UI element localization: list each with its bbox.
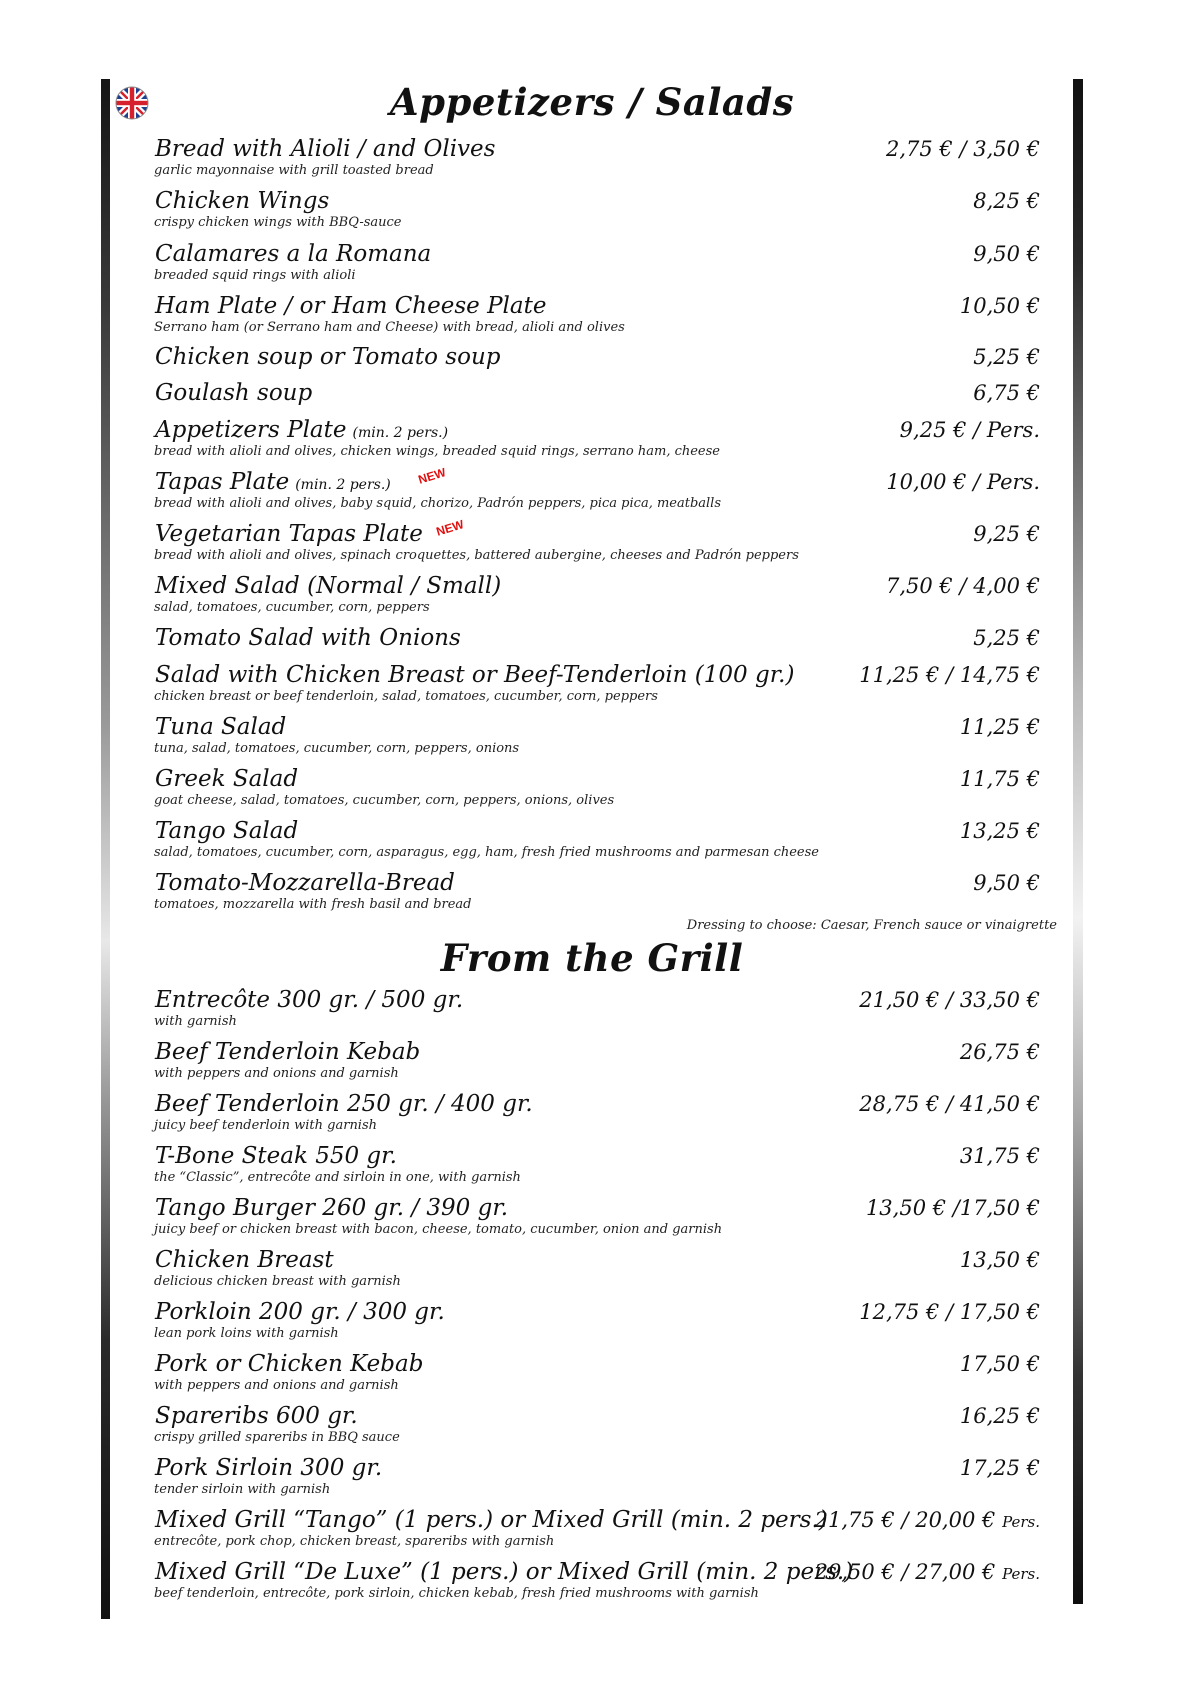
item-description: lean pork loins with garnish: [154, 1326, 339, 1341]
item-price: 11,25 €: [959, 715, 1040, 739]
menu-item: [155, 1454, 1040, 1504]
item-name: Chicken soup or Tomato soup: [155, 344, 501, 370]
item-name: Bread with Alioli / and Olives: [155, 136, 496, 162]
item-price: 13,50 € /17,50 €: [865, 1196, 1040, 1220]
item-price: 16,25 €: [959, 1404, 1040, 1428]
item-price: 31,75 €: [959, 1144, 1040, 1168]
item-name: Spareribs 600 gr.: [155, 1403, 358, 1429]
item-name: Tomato-Mozzarella-Bread: [155, 870, 455, 896]
item-name: Tomato Salad with Onions: [155, 625, 461, 651]
menu-item: [154, 465, 1040, 518]
menu-item: [155, 1038, 1040, 1088]
item-name: Chicken Wings: [155, 188, 330, 214]
item-price: 17,50 €: [959, 1352, 1040, 1376]
menu-item: [155, 1142, 1040, 1192]
item-description: beef tenderloin, entrecôte, pork sirloin, chicken kebab, fresh fried mushrooms with garnish: [154, 1586, 759, 1601]
item-name: Salad with Chicken Breast or Beef-Tenderloin (100 gr.): [155, 662, 795, 688]
item-name: Greek Salad: [155, 766, 299, 792]
item-description: crispy chicken wings with BBQ-sauce: [154, 215, 402, 230]
item-name: Ham Plate / or Ham Cheese Plate: [155, 293, 547, 319]
item-description: crispy grilled spareribs in BBQ sauce: [154, 1430, 400, 1445]
item-price: 2,75 € / 3,50 €: [885, 137, 1040, 161]
item-name-text: Appetizers Plate: [155, 417, 347, 443]
item-name: Mixed Grill “Tango” (1 pers.) or Mixed Grill (min. 2 pers.): [155, 1507, 828, 1533]
item-price: 9,50 €: [973, 242, 1040, 266]
item-price: 9,25 €: [973, 522, 1040, 546]
item-note: (min. 2 pers.): [352, 425, 449, 441]
item-name: Beef Tenderloin Kebab: [155, 1039, 421, 1065]
item-price: 26,75 €: [959, 1040, 1040, 1064]
item-price: 21,50 € / 33,50 €: [859, 988, 1040, 1012]
item-description: bread with alioli and olives, baby squid, chorizo, Padrón peppers, pica pica, meatballs: [154, 496, 722, 511]
menu-item: [155, 1506, 1040, 1556]
item-price: 9,50 €: [973, 871, 1040, 895]
menu-item: [155, 1350, 1040, 1400]
menu-item: [155, 1090, 1040, 1140]
item-price: [815, 1506, 1040, 1536]
menu-item: [155, 572, 1040, 622]
item-description: Serrano ham (or Serrano ham and Cheese) with bread, alioli and olives: [154, 320, 625, 335]
item-name: Tango Burger 260 gr. / 390 gr.: [155, 1195, 509, 1221]
item-price: 28,75 € / 41,50 €: [859, 1092, 1040, 1116]
menu-item: [155, 713, 1040, 763]
item-description: juicy beef or chicken breast with bacon, cheese, tomato, cucumber, onion and garnish: [154, 1222, 723, 1237]
item-price: 12,75 € / 17,50 €: [859, 1300, 1040, 1324]
item-price: 13,25 €: [959, 819, 1040, 843]
item-description: delicious chicken breast with garnish: [154, 1274, 401, 1289]
menu-item: [155, 1402, 1040, 1452]
item-name-text: Tapas Plate: [155, 469, 290, 495]
item-description: salad, tomatoes, cucumber, corn, asparagus, egg, ham, fresh fried mushrooms and parmesan cheese: [154, 845, 819, 860]
menu-item: [154, 517, 1040, 570]
item-description: goat cheese, salad, tomatoes, cucumber, corn, peppers, onions, olives: [154, 793, 615, 808]
item-price: 10,00 € / Pers.: [886, 470, 1040, 494]
item-price: 6,75 €: [973, 381, 1040, 405]
item-name: [155, 468, 391, 499]
item-price: 9,25 € / Pers.: [899, 418, 1040, 442]
item-name: Tango Salad: [155, 818, 299, 844]
menu-item: [155, 292, 1040, 342]
menu-item: [155, 135, 1040, 185]
item-description: garlic mayonnaise with grill toasted bread: [154, 163, 434, 178]
item-description: salad, tomatoes, cucumber, corn, peppers: [154, 600, 430, 615]
item-price: 10,50 €: [959, 294, 1040, 318]
item-description: tender sirloin with garnish: [154, 1482, 331, 1497]
item-price-value: 21,75 € / 20,00 €: [814, 1508, 996, 1532]
section-title-appetizers: Appetizers / Salads: [389, 80, 795, 124]
menu-item: [155, 187, 1040, 237]
section-title-grill: From the Grill: [440, 936, 744, 980]
item-name: Calamares a la Romana: [155, 241, 432, 267]
menu-item: [155, 986, 1040, 1036]
item-name: Mixed Grill “De Luxe” (1 pers.) or Mixed Grill (min. 2 pers.): [155, 1559, 854, 1585]
item-name: [155, 416, 448, 447]
item-description: entrecôte, pork chop, chicken breast, spareribs with garnish: [154, 1534, 555, 1549]
item-name: Pork or Chicken Kebab: [155, 1351, 424, 1377]
menu-item: [155, 765, 1040, 815]
new-badge-text: NEW: [434, 517, 466, 539]
item-description: breaded squid rings with alioli: [154, 268, 356, 283]
menu-item: [155, 240, 1040, 290]
item-name: Pork Sirloin 300 gr.: [155, 1455, 383, 1481]
menu-item: [155, 817, 1040, 867]
item-name: Entrecôte 300 gr. / 500 gr.: [155, 987, 464, 1013]
item-description: tuna, salad, tomatoes, cucumber, corn, peppers, onions: [154, 741, 520, 756]
right-decorative-bar: [1073, 79, 1083, 1604]
item-price-unit: Pers.: [1002, 1513, 1040, 1531]
item-price: 11,25 € / 14,75 €: [859, 663, 1040, 687]
item-price: [815, 1558, 1040, 1588]
menu-item: [155, 1298, 1040, 1348]
item-name: Tuna Salad: [155, 714, 287, 740]
item-description: the “Classic”, entrecôte and sirloin in one, with garnish: [154, 1170, 521, 1185]
item-name: T-Bone Steak 550 gr.: [155, 1143, 397, 1169]
item-price: 7,50 € / 4,00 €: [885, 574, 1040, 598]
item-name: Vegetarian Tapas Plate: [155, 521, 423, 547]
item-description: with peppers and onions and garnish: [154, 1378, 399, 1393]
item-description: tomatoes, mozzarella with fresh basil and bread: [154, 897, 472, 912]
menu-item: [155, 416, 1040, 466]
item-price-value: 29,50 € / 27,00 €: [814, 1560, 996, 1584]
left-decorative-bar: [101, 79, 110, 1619]
new-badge-text: NEW: [416, 465, 448, 487]
menu-item: [155, 661, 1040, 711]
item-description: chicken breast or beef tenderloin, salad, tomatoes, cucumber, corn, peppers: [154, 689, 658, 704]
item-price: 8,25 €: [973, 189, 1040, 213]
item-note: (min. 2 pers.): [295, 477, 391, 493]
item-name: Goulash soup: [155, 380, 313, 406]
item-name: Beef Tenderloin 250 gr. / 400 gr.: [155, 1091, 533, 1117]
item-name: Porkloin 200 gr. / 300 gr.: [155, 1299, 445, 1325]
menu-item: [155, 869, 1040, 919]
item-name: Mixed Salad (Normal / Small): [155, 573, 502, 599]
item-description: with peppers and onions and garnish: [154, 1066, 399, 1081]
item-name: Chicken Breast: [155, 1247, 334, 1273]
item-description: bread with alioli and olives, chicken wings, breaded squid rings, serrano ham, cheese: [154, 444, 720, 459]
item-description: juicy beef tenderloin with garnish: [154, 1118, 378, 1133]
item-description: bread with alioli and olives, spinach croquettes, battered aubergine, cheeses and Padrón peppers: [154, 548, 799, 563]
menu-item: [155, 1194, 1040, 1244]
menu-item: [155, 1558, 1040, 1608]
dressing-note: Dressing to choose: Caesar, French sauce or vinaigrette: [686, 918, 1057, 933]
item-price-unit: Pers.: [1002, 1565, 1040, 1583]
item-description: with garnish: [154, 1014, 237, 1029]
item-price: 5,25 €: [973, 345, 1040, 369]
item-price: 11,75 €: [959, 767, 1040, 791]
item-price: 13,50 €: [959, 1248, 1040, 1272]
item-price: 17,25 €: [959, 1456, 1040, 1480]
menu-item: [155, 1246, 1040, 1296]
item-price: 5,25 €: [973, 626, 1040, 650]
